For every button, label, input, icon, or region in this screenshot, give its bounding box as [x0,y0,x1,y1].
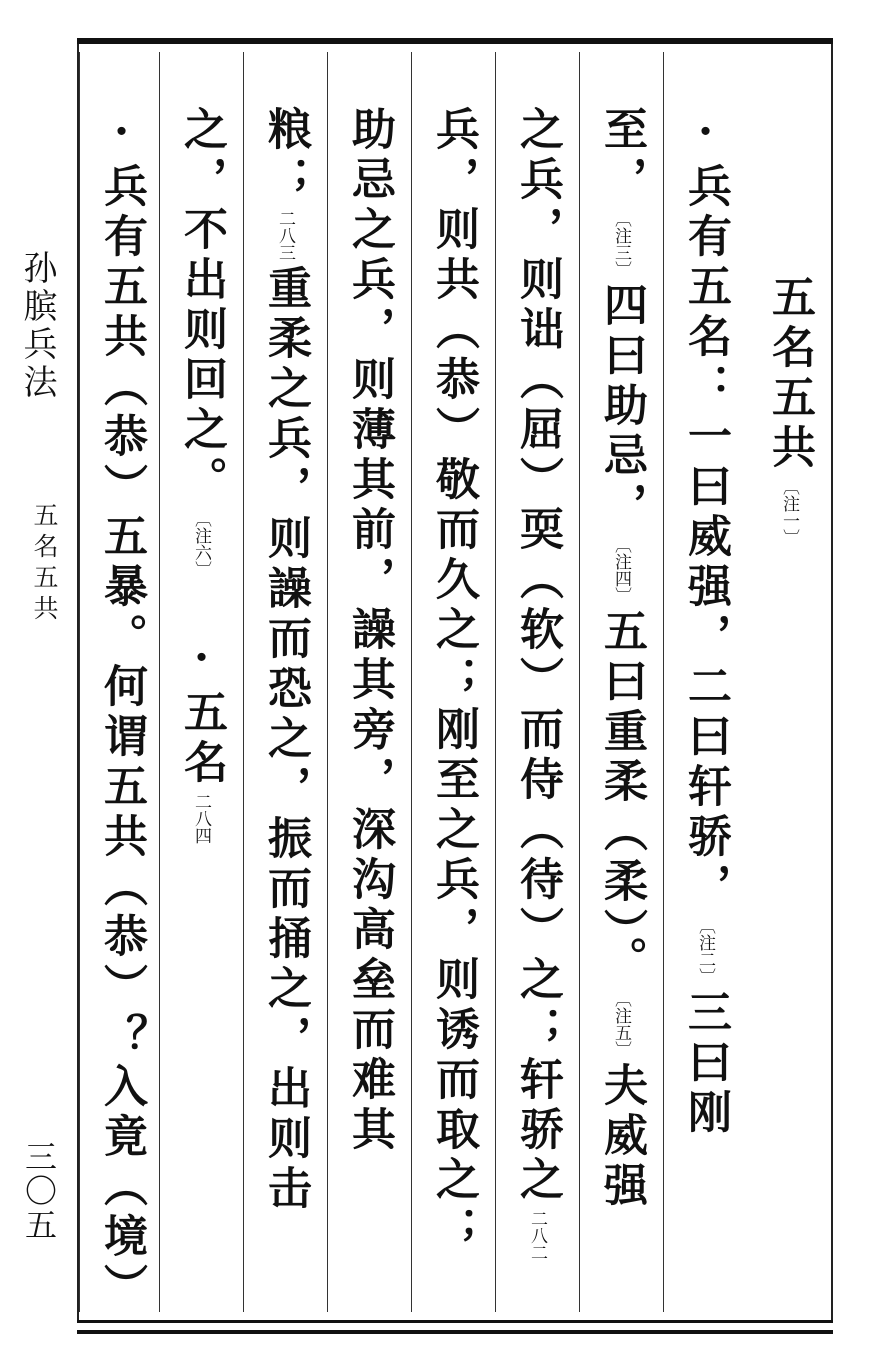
footnote-marker: 〔注五〕 [611,990,631,1058]
text-column-4: 兵，则共（恭）敬而久之；刚至之兵，则诱而取之； [411,52,495,1312]
text-column-1: ·兵有五名：一曰威强，二曰轩骄，〔注二〕三曰刚 [663,52,747,1312]
page-number: 三〇五 [20,1140,58,1242]
text-column-3: 之兵，则诎（屈）耎（软）而侍（待）之；轩骄之二八二 [495,52,579,1312]
footnote-marker: 〔注三〕 [611,210,631,278]
text-column-6: 粮；二八三重柔之兵，则譟而恐之，振而捅之，出则击 [243,52,327,1312]
footnote-marker: 〔注六〕 [191,510,211,578]
footnote-marker: 〔注二〕 [695,917,715,985]
text-column-5: 助忌之兵，则薄其前，譟其旁，深沟高垒而难其 [327,52,411,1312]
footnote-marker: 〔注一〕 [779,478,799,546]
text-column-7: 之，不出则回之。〔注六〕 ·五名二八四 [159,52,243,1312]
footnote-marker: 〔注四〕 [611,536,631,604]
bottom-rule [77,1320,833,1323]
chapter-title-column [747,52,831,1312]
strip-number: 二八三 [275,210,295,261]
bottom-rule-thick [77,1330,833,1334]
running-book-title: 孙膑兵法 [17,250,57,402]
chapter-title: 五名五共 [764,274,815,474]
running-chapter-title: 五名五共 [30,502,59,626]
text-column-2: 至，〔注三〕四曰助忌，〔注四〕五曰重柔（柔）。〔注五〕夫威强 [579,52,663,1312]
strip-number: 二八二 [527,1210,547,1261]
strip-number: 二八四 [191,793,211,844]
text-column-8: ·兵有五共（恭）五暴。何谓五共（恭）？入竟（境） [79,52,163,1312]
